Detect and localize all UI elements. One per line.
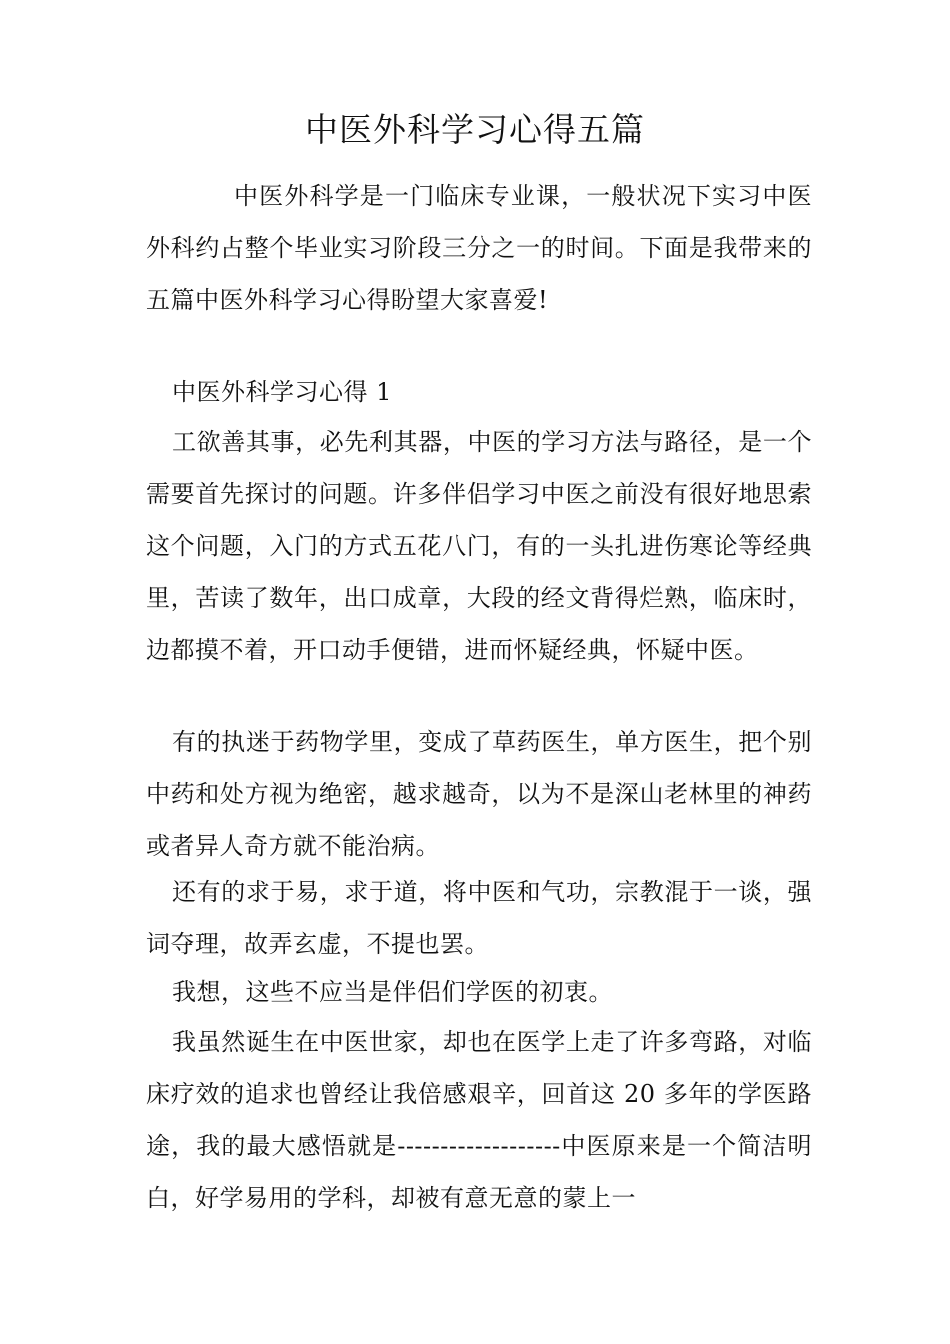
- body-paragraph-1: 工欲善其事，必先利其器，中医的学习方法与路径，是一个需要首先探讨的问题。许多伴侣学习中医之前没有很好地思索这个问题，入门的方式五花八门，有的一头扎进伤寒论等经典里，苦读了数年，出口成章，大段的经文背得烂熟，临床时，边都摸不着，开口动手便错，进而怀疑经典，怀疑中医。: [146, 428, 812, 664]
- document-title: 中医外科学习心得五篇: [305, 110, 645, 149]
- body-paragraph-5: 我虽然诞生在中医世家，却也在医学上走了许多弯路，对临床疗效的追求也曾经让我倍感艰辛，回首这 20 多年的学医路途，我的最大感悟就是-------------------中医原来是一个简洁明白，好学易用的学科，却被有意无意的蒙上一: [146, 1028, 812, 1212]
- body-paragraph-4: 我想，这些不应当是伴侣们学医的初衷。: [172, 978, 613, 1006]
- body-paragraph-2: 有的执迷于药物学里，变成了草药医生，单方医生，把个别中药和处方视为绝密，越求越奇，以为不是深山老林里的神药或者异人奇方就不能治病。: [146, 728, 812, 860]
- body-paragraph-3: 还有的求于易，求于道，将中医和气功，宗教混于一谈，强词夺理，故弄玄虚，不提也罢。: [146, 878, 812, 958]
- intro-paragraph: 中医外科学是一门临床专业课，一般状况下实习中医外科约占整个毕业实习阶段三分之一的时间。下面是我带来的五篇中医外科学习心得盼望大家喜爱!: [146, 182, 812, 314]
- section-heading: 中医外科学习心得 1: [172, 378, 392, 406]
